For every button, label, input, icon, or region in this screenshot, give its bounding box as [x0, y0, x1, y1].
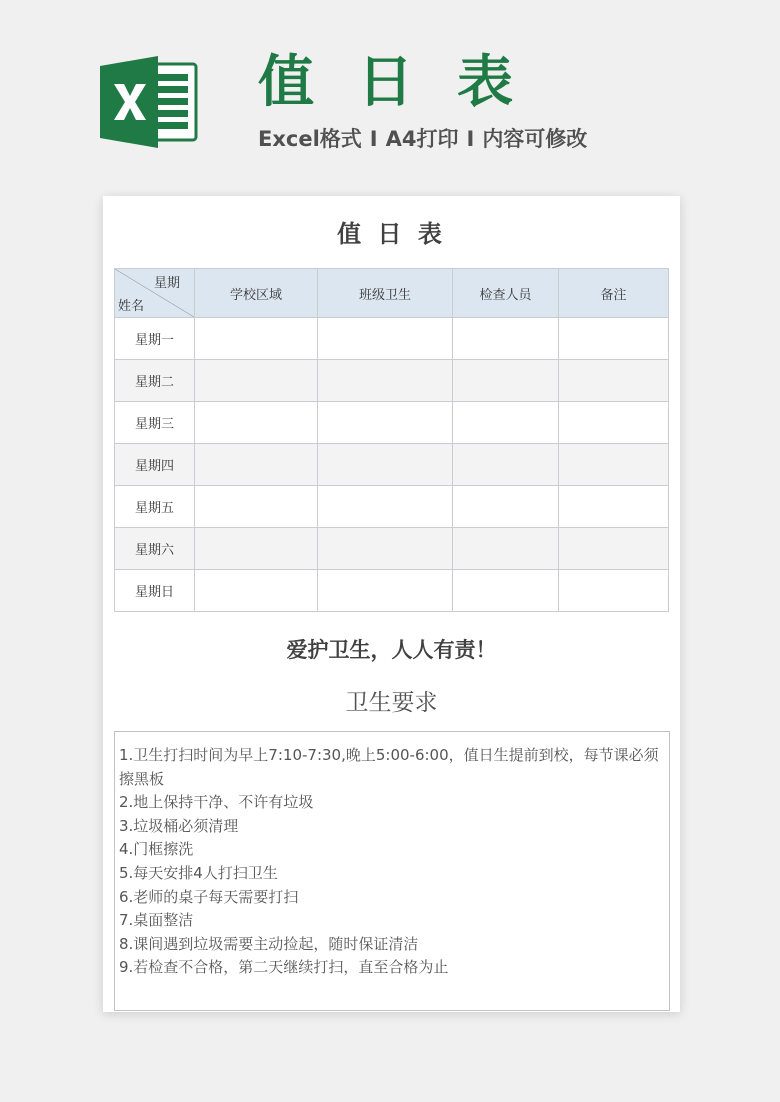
subtitle-separator: I: [466, 127, 475, 151]
slogan: 爱护卫生，人人有责！: [286, 638, 497, 662]
excel-logo-icon: [100, 56, 198, 148]
corner-header-cell: [115, 269, 195, 318]
sheet-title: 值 日 表: [337, 220, 446, 248]
table-cell: [453, 528, 559, 570]
column-header: 检查人员: [453, 269, 559, 318]
table-cell: [318, 402, 453, 444]
table-cell: [195, 528, 318, 570]
table-cell: [453, 318, 559, 360]
table-row: [115, 402, 669, 444]
column-header: 班级卫生: [318, 269, 453, 318]
requirements-title: 卫生要求: [345, 690, 438, 716]
subtitle-separator: I: [369, 127, 378, 151]
row-header: 星期日: [115, 570, 195, 612]
column-header: 学校区域: [195, 269, 318, 318]
table-row: [115, 444, 669, 486]
subtitle-print: A4打印: [385, 127, 459, 151]
table-cell: [453, 444, 559, 486]
table-cell: [559, 402, 669, 444]
header: [0, 0, 780, 190]
column-header: 备注: [559, 269, 669, 318]
requirements-box: [114, 731, 670, 1011]
table-cell: [453, 402, 559, 444]
row-header: 星期一: [115, 318, 195, 360]
row-header: 星期五: [115, 486, 195, 528]
table-cell: [195, 360, 318, 402]
subtitle-format: Excel格式: [258, 127, 362, 151]
table-cell: [195, 486, 318, 528]
row-header: 星期四: [115, 444, 195, 486]
table-cell: [318, 360, 453, 402]
table-cell: [453, 486, 559, 528]
document-sheet: [103, 196, 680, 1012]
requirement-item: 1.卫生打扫时间为早上7:10-7:30,晚上5:00-6:00，值日生提前到校，每节课必须擦黑板: [119, 746, 659, 788]
requirement-item: 7.桌面整洁: [119, 911, 194, 930]
table-header-row: [115, 269, 669, 318]
table-row: [115, 570, 669, 612]
table-cell: [195, 402, 318, 444]
requirement-item: 2.地上保持干净、不许有垃圾: [119, 793, 314, 812]
table-row: [115, 486, 669, 528]
table-cell: [453, 360, 559, 402]
table-cell: [453, 570, 559, 612]
table-cell: [318, 486, 453, 528]
requirement-item: 5.每天安排4人打扫卫生: [119, 863, 278, 882]
table-cell: [195, 570, 318, 612]
requirement-item: 3.垃圾桶必须清理: [119, 816, 239, 835]
table-cell: [559, 444, 669, 486]
requirement-item: 9.若检查不合格，第二天继续打扫，直至合格为止: [119, 958, 449, 977]
table-row: [115, 528, 669, 570]
main-title: 值 日 表: [258, 50, 525, 115]
table-row: [115, 318, 669, 360]
table-cell: [318, 444, 453, 486]
table-cell: [318, 318, 453, 360]
table-cell: [559, 318, 669, 360]
row-header: 星期三: [115, 402, 195, 444]
table-cell: [318, 528, 453, 570]
table-row: [115, 360, 669, 402]
table-cell: [559, 570, 669, 612]
requirement-item: 6.老师的桌子每天需要打扫: [119, 887, 299, 906]
row-header: 星期六: [115, 528, 195, 570]
requirement-item: 8.课间遇到垃圾需要主动捡起，随时保证清洁: [119, 934, 419, 953]
table-cell: [559, 486, 669, 528]
row-header: 星期二: [115, 360, 195, 402]
table-cell: [559, 360, 669, 402]
subtitle-editable: 内容可修改: [482, 127, 588, 151]
subtitle: [258, 122, 587, 156]
table-cell: [318, 570, 453, 612]
table-cell: [559, 528, 669, 570]
table-cell: [195, 318, 318, 360]
duty-table: [114, 268, 669, 612]
requirement-item: 4.门框擦洗: [119, 840, 194, 859]
table-cell: [195, 444, 318, 486]
corner-weekday-label: 星期: [153, 276, 180, 291]
corner-name-label: 姓名: [118, 299, 145, 314]
